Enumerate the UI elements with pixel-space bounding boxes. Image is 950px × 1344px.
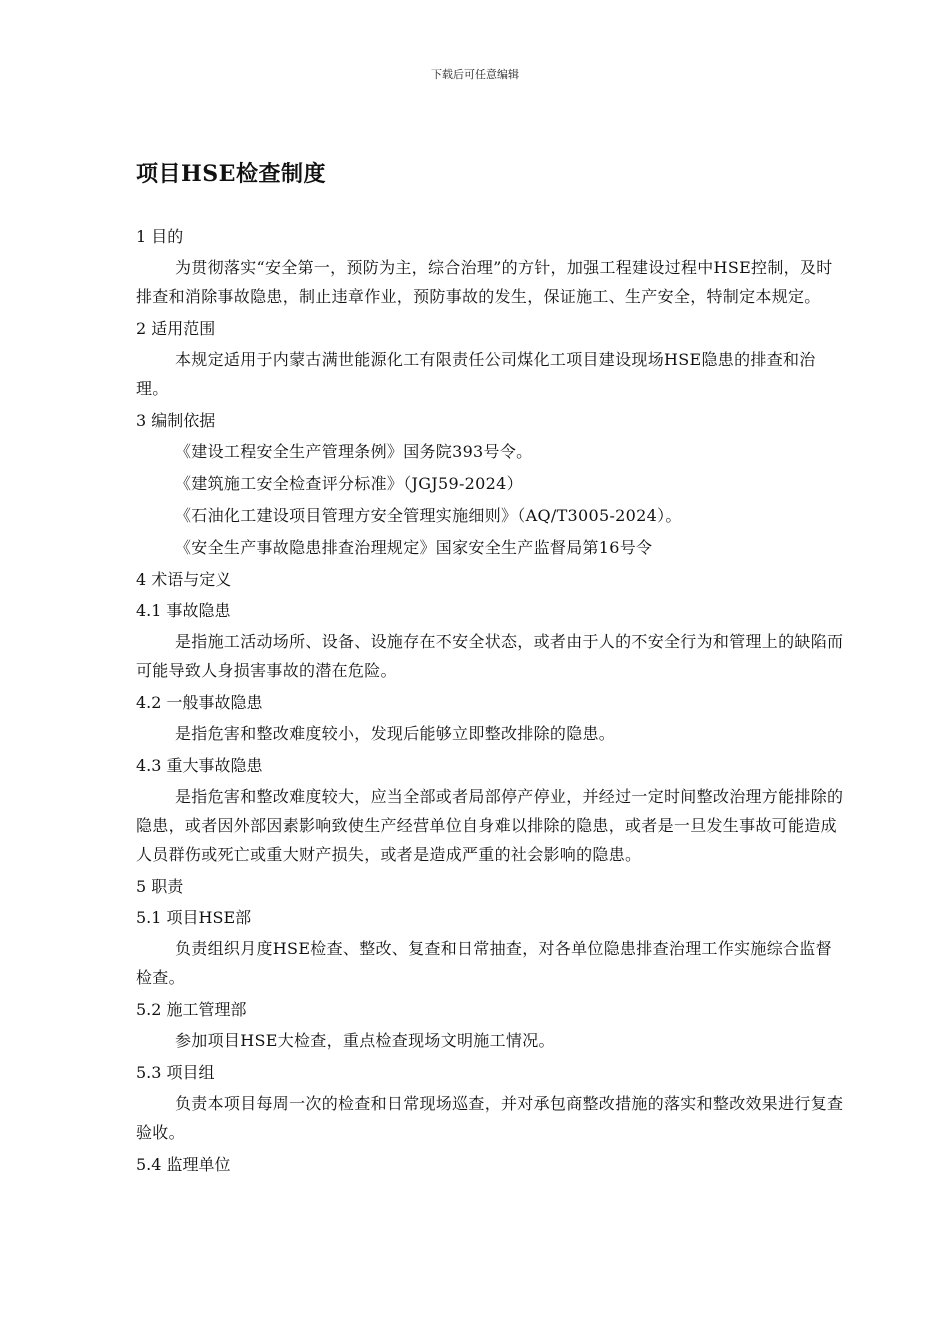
- subsection-heading: 5.4 监理单位: [136, 1155, 231, 1174]
- paragraph: 为贯彻落实“安全第一，预防为主，综合治理”的方针，加强工程建设过程中HSE控制，及时排查和消除事故隐患，制止违章作业，预防事故的发生，保证施工、生产安全，特制定本规定。: [136, 258, 833, 306]
- section-heading: 3 编制依据: [136, 411, 216, 430]
- reference-item: 《建筑施工安全检查评分标准》（JGJ59-2024）: [175, 474, 523, 493]
- section-heading: 5 职责: [136, 877, 184, 896]
- paragraph: 本规定适用于内蒙古满世能源化工有限责任公司煤化工项目建设现场HSE隐患的排查和治理。: [136, 350, 816, 398]
- subsection-heading: 4.1 事故隐患: [136, 601, 231, 620]
- section-heading: 1 目的: [136, 227, 184, 246]
- subsection-heading: 4.2 一般事故隐患: [136, 693, 263, 712]
- header-note: 下载后可任意编辑: [431, 68, 519, 81]
- document-title: 项目HSE检查制度: [136, 161, 326, 187]
- reference-item: 《建设工程安全生产管理条例》国务院393号令。: [175, 442, 533, 461]
- subsection-heading: 5.1 项目HSE部: [136, 908, 252, 927]
- paragraph: 是指危害和整改难度较小，发现后能够立即整改排除的隐患。: [175, 724, 616, 743]
- section-heading: 4 术语与定义: [136, 570, 232, 589]
- reference-item: 《安全生产事故隐患排查治理规定》国家安全生产监督局第16号令: [175, 538, 653, 557]
- document-body: [136, 222, 846, 1181]
- subsection-heading: 4.3 重大事故隐患: [136, 756, 263, 775]
- paragraph: 参加项目HSE大检查，重点检查现场文明施工情况。: [175, 1031, 555, 1050]
- paragraph: 是指危害和整改难度较大，应当全部或者局部停产停业，并经过一定时间整改治理方能排除的隐患，或者因外部因素影响致使生产经营单位自身难以排除的隐患，或者是一旦发生事故可能造成人员群伤或死亡或重大财产损失，或者是造成严重的社会影响的隐患。: [136, 787, 844, 864]
- section-heading: 2 适用范围: [136, 319, 216, 338]
- paragraph: 负责组织月度HSE检查、整改、复查和日常抽查，对各单位隐患排查治理工作实施综合监督检查。: [136, 939, 832, 987]
- paragraph: 负责本项目每周一次的检查和日常现场巡查，并对承包商整改措施的落实和整改效果进行复查验收。: [136, 1094, 844, 1142]
- subsection-heading: 5.2 施工管理部: [136, 1000, 247, 1019]
- subsection-heading: 5.3 项目组: [136, 1063, 215, 1082]
- paragraph: 是指施工活动场所、设备、设施存在不安全状态，或者由于人的不安全行为和管理上的缺陷而可能导致人身损害事故的潜在危险。: [136, 632, 844, 680]
- reference-item: 《石油化工建设项目管理方安全管理实施细则》（AQ/T3005-2024）。: [175, 506, 682, 525]
